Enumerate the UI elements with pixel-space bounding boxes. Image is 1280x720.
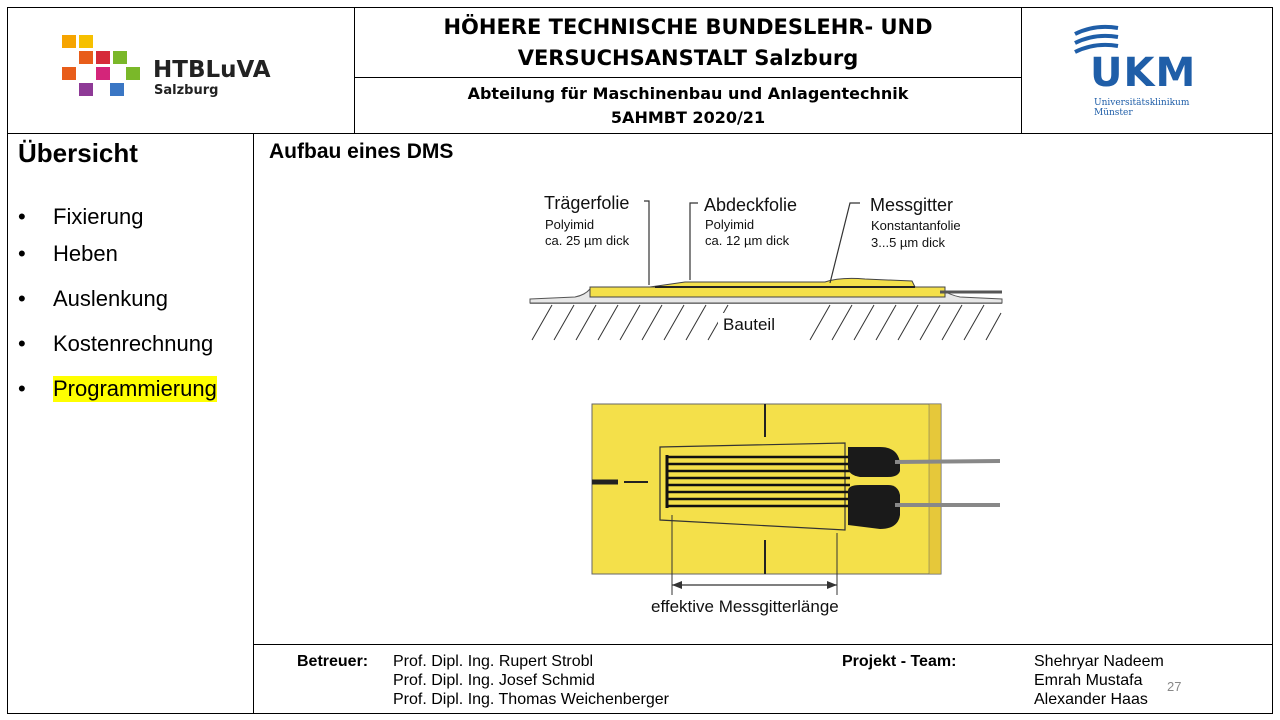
bullet: • [18,376,26,401]
list-item-label: Heben [53,241,118,266]
main-title: Aufbau eines DMS [269,140,454,163]
gauge-foil-edge [929,404,941,574]
betreuer-label: Betreuer: [297,653,369,670]
lead-wire-top [895,461,1000,462]
bullet: • [18,286,26,311]
betreuer-name: Prof. Dipl. Ing. Thomas Weichenberger [393,691,669,708]
betreuer-name: Prof. Dipl. Ing. Josef Schmid [393,672,595,689]
label-traegerfolie: Trägerfolie [544,193,630,213]
school-title-line2: VERSUCHSANSTALT Salzburg [517,46,859,70]
ukm-name: UKM [1090,50,1197,96]
team-label: Projekt - Team: [842,653,957,670]
frame-left [7,7,8,714]
label-effektive-messgitterlaenge: effektive Messgitterlänge [651,597,839,616]
team-member: Shehryar Nadeem [1034,653,1164,670]
header-col1 [354,7,355,134]
htbluva-name: HTBLuVA [153,57,271,83]
department-title [356,82,1020,130]
label-bauteil: Bauteil [723,315,775,334]
school-title [356,12,1020,74]
label-mess-material: Konstantanfolie [871,218,961,233]
label-abdeck-material: Polyimid [705,217,755,232]
dim-arrow-left [672,581,682,589]
sidebar-title: Übersicht [18,138,138,168]
class-line: 5AHMBT 2020/21 [610,108,766,127]
page-number: 27 [1167,679,1182,694]
ukm-sub2: Münster [1094,108,1133,118]
team-list [1034,652,1164,709]
solder-pad-top [848,447,900,477]
htbluva-logo [62,35,282,97]
school-title-line1: HÖHERE TECHNISCHE BUNDESLEHR- UND [443,15,933,39]
top-view [592,404,1000,616]
list-item-label: Auslenkung [53,286,168,311]
solder-pad-bottom [848,485,900,529]
footer-divider [253,644,1273,645]
frame-top [7,7,1273,8]
label-abdeckfolie: Abdeckfolie [704,195,798,215]
label-messgitter: Messgitter [870,195,954,215]
list-item-label: Fixierung [53,204,144,229]
ukm-sub1: Universitätsklinikum [1094,98,1190,108]
carrier-foil [590,287,945,297]
cross-section [530,193,1002,340]
frame-right [1272,7,1273,714]
betreuer-list [393,652,669,709]
bullet: • [18,331,26,356]
list-item-label-highlighted: Programmierung [53,376,217,401]
htbluva-sub: Salzburg [154,83,219,98]
htbluva-logo-mark [62,35,144,97]
header-mid [354,77,1022,78]
strain-gauge-diagram [520,185,1020,625]
team-member: Emrah Mustafa [1034,672,1143,689]
label-traeger-material: Polyimid [545,217,595,232]
leader-traeger [644,201,649,285]
header-divider [7,133,1273,134]
betreuer-name: Prof. Dipl. Ing. Rupert Strobl [393,653,594,670]
leader-mess [830,203,860,283]
department-line: Abteilung für Maschinenbau und Anlagentechnik [467,84,909,103]
sidebar-divider [253,133,254,714]
list-item-label: Kostenrechnung [53,331,214,356]
bullet: • [18,241,26,266]
frame-bottom [7,713,1273,714]
ukm-logo [1070,22,1210,122]
label-abdeck-thickness: ca. 12 µm dick [705,233,790,248]
leader-abdeck [690,203,698,280]
bullet: • [18,204,26,229]
header-col2 [1021,7,1022,134]
team-member: Alexander Haas [1034,691,1148,708]
label-mess-thickness: 3...5 µm dick [871,235,945,250]
label-traeger-thickness: ca. 25 µm dick [545,233,630,248]
dim-arrow-right [827,581,837,589]
